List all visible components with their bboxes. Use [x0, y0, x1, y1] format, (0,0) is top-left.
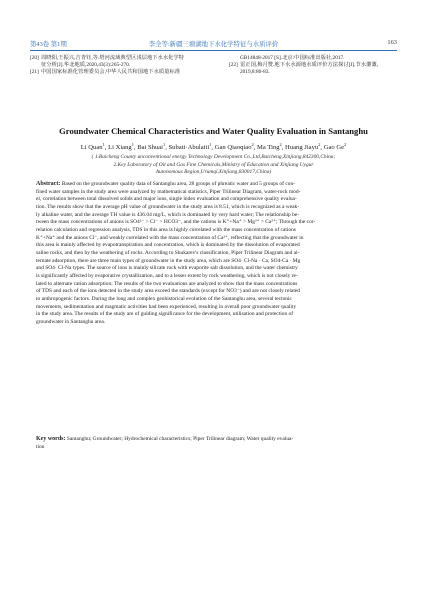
author-name: Ma Ting [257, 144, 280, 151]
paper-title: Groundwater Chemical Characteristics and Water Quality Evaluation in Santanghu [59, 126, 368, 136]
author-name: Li Quan [80, 144, 103, 151]
keywords-line [36, 436, 391, 444]
keywords [36, 436, 391, 451]
author-name: Bai Shuai [137, 144, 164, 151]
references-left-column [30, 55, 205, 76]
reference-number: [22] [229, 61, 238, 68]
running-title: 李全等:新疆三塘湖地下水化学特征与水质评价 [148, 41, 279, 48]
author-name: Li Xiang [108, 144, 132, 151]
abstract-line: this area is mainly affected by evapotranspiration and concentration, which is dominated by the dissolution of evaporated [36, 242, 300, 249]
reference-item [229, 62, 397, 76]
header-rule [30, 50, 397, 51]
author-affil-mark: 2 [318, 142, 321, 147]
author-name: Huang Jiayu [285, 144, 319, 151]
keywords-line: tion [36, 443, 45, 450]
abstract [36, 181, 391, 326]
reference-number: [20] [30, 55, 39, 61]
reference-text: 雷正国,梅月赞.地下水水源地水质评价方法探讨[J].节水灌溉, [240, 61, 379, 68]
affiliations [60, 154, 367, 177]
reference-text: 中国国家标准化管理委员会,中华人民共和国地下水质量标准 [41, 68, 181, 75]
reference-number: [21] [30, 68, 39, 75]
reference-text: 周晓阳,王振兴,吉青钰,等.塔河流域典型区浅层地下水水化学特 [41, 55, 185, 61]
abstract-line: in the study area. The results of the study are of guiding significance for the development, utilisation and protection of [36, 311, 294, 318]
abstract-line: movements, sedimentation and magmatic activities had been experienced, resulting in overall poor groundwater quality [36, 303, 297, 310]
affiliation-line: Autonomous Region,Urumqi,Xinjiang,830017,China) [155, 169, 272, 176]
abstract-line: el, correlation between total dissolved solids and major ions, single index evaluation and comprehensive quality evalua- [36, 196, 297, 203]
keywords-label: Key words: [36, 436, 66, 442]
author-name: Gao Ge [323, 144, 345, 151]
abstract-line: groundwater in Santanghu area. [36, 318, 106, 325]
author-name: Subati·Abulaiti [168, 144, 210, 151]
running-header [30, 38, 397, 50]
author-affil-mark: 1 [102, 142, 105, 147]
abstract-line: relation calculation and regression analysis, TDS in this area is highly correlated with the mass concentration of cations [36, 226, 296, 233]
author-affil-mark: 2 [251, 142, 254, 147]
author-affil-mark: 2 [344, 142, 347, 147]
page-number: 163 [387, 39, 397, 46]
author-affil-mark: 2 [279, 142, 282, 147]
reference-text: GB14848-2017 [S].北京:中国标准出版社,2017. [240, 55, 345, 61]
abstract-line: K⁺+Na⁺ and the anions Cl⁻, and weakly correlated with the mass concentration of Ca²⁺, reflecting that the groundwater in [36, 234, 304, 241]
abstract-line: lated to alternate cation adsorption; The results of the two evaluations are analyzed to show that the mass concentrations [36, 280, 298, 287]
reference-item [229, 55, 397, 62]
volume-issue: 第43卷 第1期 [30, 41, 67, 48]
author-affil-mark: 1 [131, 142, 134, 147]
affiliation-line: ( 1.Baicheng County unconventional energy Technology Development Co.,Ltd,Baicheng,Xinjiang,842300,China; [91, 154, 336, 160]
reference-item [30, 55, 205, 69]
abstract-line: tion. The results show that the average pH value of groundwater in the study area is 8.51, which is recognized as a weak- [36, 203, 300, 210]
abstract-line: saline rocks, and then by the weathering of rocks. According to Shukarev's classification, Piper Trilinear Diagram and al- [36, 249, 300, 256]
abstract-line: fined water samples in the study area were analyzed by mathematical statistics, Piper Trilinear Diagram, water-rock mod- [36, 188, 301, 195]
abstract-line: tween the mass concentrations of anions is SO4²⁻ > Cl⁻ > HCO3⁻, and the cations is K⁺+Na⁺ > Mg²⁺ > Ca²⁺; Through the cor- [36, 219, 316, 226]
abstract-line: of TDS and each of the ions detected in the study area exceed the standards (except for NO3⁻) and are not closely related [36, 288, 300, 295]
reference-text: 征分析[J].华北地质,2020,43(3):265-270. [41, 61, 131, 68]
author-name: Gan Qiaoqiao [214, 144, 252, 151]
abstract-line: ternate adsorption, there are three main types of groundwater in the study area, which are SO4· Cl-Na · Ca, SO4-Ca · Mg [36, 257, 301, 264]
author-affil-mark: 1 [163, 142, 166, 147]
abstract-line [36, 181, 391, 189]
abstract-label: Abstract: [36, 181, 61, 187]
abstract-line: and SO4· Cl-Na types. The source of ions is mainly silicate rock with evaporite salt dissolution, and the water chemistry [36, 265, 298, 272]
abstract-line: is significantly affected by evaporative crystallization, and to a lesser extent by rock weathering, which is not closely re- [36, 272, 298, 279]
keywords-text: Santanghu; Groundwater; Hydrochemical characteristics; Piper Trilinear diagram; Water quality evalua- [66, 436, 294, 442]
abstract-line: to anthropogenic factors. During the long and complex geohistorical evolution of the Santanghu area, several tectonic [36, 295, 292, 302]
reference-item [30, 69, 205, 76]
author-list: Li Quan$^1$, Li Xiang$^1$, Bai Shuai$^1$, Subati·Abulaiti$^1$, Gan Qiaoqiao$^2$, Ma Ting$^2$, Huang Jiayu$^2$, Gao Ge$^2$ [80, 142, 347, 151]
author-affil-mark: 1 [209, 142, 212, 147]
reference-text: 2019,8:80-83. [240, 68, 270, 75]
affiliation-line: 2.Key Laboratory of Oil and Gas Fine Chemicals,Ministry of Education and Xinjiang Uygur [113, 161, 314, 168]
references-right-column [229, 55, 397, 76]
abstract-text: Based on the groundwater quality data of Santanghu area, 28 groups of phreatic water and 5 groups of con- [61, 181, 295, 187]
abstract-line: ly alkaline water, and the average TH value is 436.04 mg/L, which is dominated by very hard water; The relationship be- [36, 211, 300, 218]
